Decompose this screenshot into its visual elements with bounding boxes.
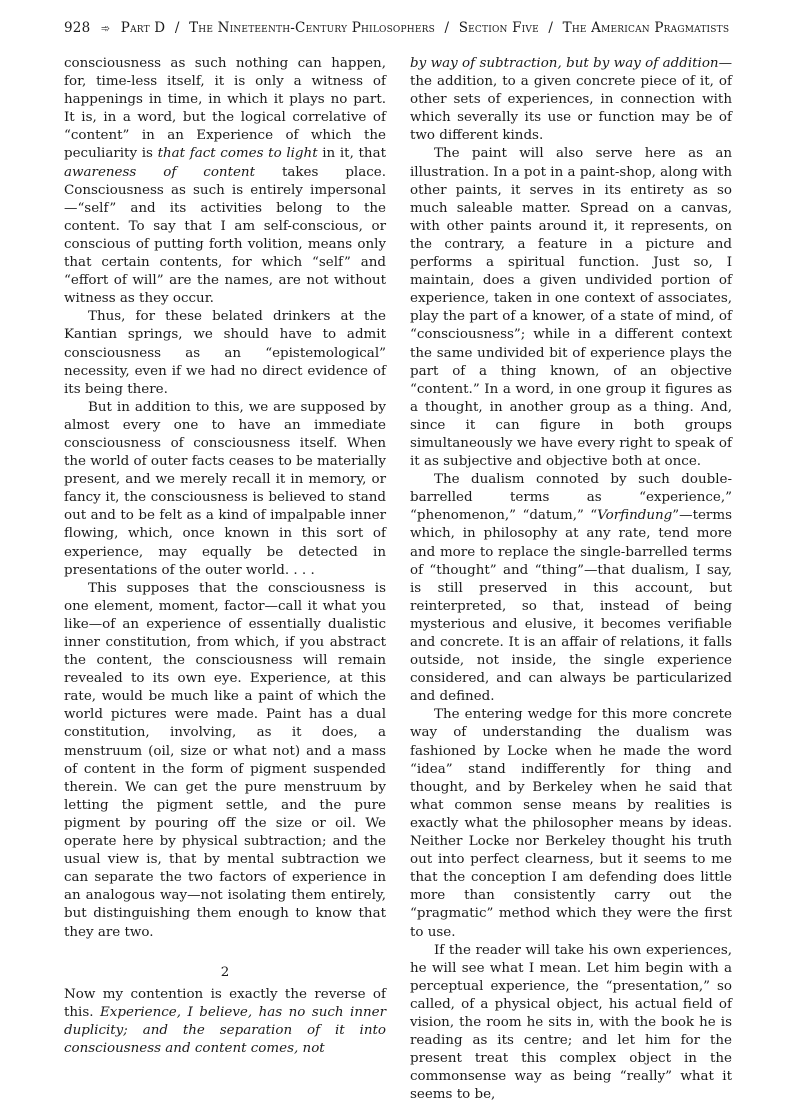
header-section: Section Five [458,20,539,36]
emphasis-text: Experience, I believe, has no such inner duplicity; and the separation of it into consciousness and content comes, not [64,1004,386,1056]
arrow-icon: ➾ [100,22,111,35]
paragraph-text: takes place. Consciousness as such is entirely impersonal—“self” and its activities belong to the content. To say that I am self-conscious, or conscious of putting forth volition, means only that certain contents, for which “self” and “effort of will” are the names, are not without witness as they occur. [64,164,386,307]
paragraph-text: in it, that [317,146,386,162]
emphasis-text: awareness of content [64,164,255,180]
paragraph [64,986,386,1058]
left-column [64,55,386,1058]
paragraph [410,55,732,145]
header-separator: / [444,20,450,36]
paragraph: If the reader will take his own experiences, he will see what I mean. Let him begin with a perceptual experience, the “presentation,” so called, of a physical object, his actual field of vision, the room he sits in, with the book he is reading as its centre; and let him for the present treat this complex object in the commonsense way as being “really” what it seems to be, [410,942,732,1103]
paragraph-text: —the addition, to a given concrete piece of it, of other sets of experiences, in connection with which severally its use or function may be of two different kinds. [410,56,732,144]
right-column [410,55,732,1104]
page-number: 928 [64,20,91,36]
paragraph-text: ”—terms which, in philosophy at any rate, tend more and more to replace the single-barrelled terms of “thought” and “thing”—that dualism, I say, is still preserved in this account, but reinterpreted, so that, instead of being mysterious and elusive, it becomes verifiable and concrete. It is an affair of relations, it falls outside, not inside, the single experience considered, and can always be particularized and defined. [410,508,732,705]
paragraph: This supposes that the consciousness is one element, moment, factor—call it what you like—of an experience of essentially dualistic inner constitution, from which, if you abstract the content, the consciousness will remain revealed to its own eye. Experience, at this rate, would be much like a paint of which the world pictures were made. Paint has a dual constitution, involving, as it does, a menstruum (oil, size or what not) and a mass of content in the form of pigment suspended therein. We can get the pure menstruum by letting the pigment settle, and the pure pigment by pouring off the size or oil. We operate here by physical subtraction; and the usual view is, that by mental subtraction we can separate the two factors of experience in an analogous way—not isolating them entirely, but distinguishing them enough to know that they are two. [64,580,386,940]
emphasis-text: that fact comes to light [157,146,318,162]
emphasis-text: Vorfindung [597,508,673,524]
paragraph [410,471,732,706]
header-title: The Nineteenth-Century Philosophers [189,20,435,36]
paragraph-text: The dualism connoted by such double-barrelled terms as “experience,” “phenomenon,” “datum,” “ [410,472,732,524]
running-header [64,20,744,40]
header-subtitle: The American Pragmatists [562,20,730,36]
header-part: Part D [120,20,166,36]
paragraph: Thus, for these belated drinkers at the Kantian springs, we should have to admit consciousness as an “epistemological” necessity, even if we had no direct evidence of its being there. [64,309,386,397]
paragraph: The paint will also serve here as an illustration. In a pot in a paint-shop, along with other paints, it serves in its entirety as so much saleable matter. Spread on a canvas, with other paints around it, it represents, on the contrary, a feature in a picture and performs a spiritual function. Just so, I maintain, does a given undivided portion of experience, taken in one context of associates, play the part of a knower, of a state of mind, of “consciousness”; while in a different context the same undivided bit of experience plays the part of a thing known, of an objective “content.” In a word, in one group it figures as a thought, in another group as a thing. And, since it can figure in both groups simultaneously we have every right to speak of it as subjective and objective both at once. [410,146,732,470]
section-number: 2 [220,964,230,980]
paragraph-text: Now my contention is exactly the reverse of this. [64,986,386,1020]
paragraph: The entering wedge for this more concrete way of understanding the dualism was fashioned by Locke when he made the word “idea” stand indifferently for thing and thought, and by Berkeley when he said that what common sense means by realities is exactly what the philosopher means by ideas. Neither Locke nor Berkeley thought his truth out into perfect clearness, but it seems to me that the conception I am defending does little more than consistently carry out the “pragmatic” method which they were the first to use. [410,707,732,940]
paragraph-text: consciousness as such nothing can happen, for, time-less itself, it is only a witness of happenings in time, in which it plays no part. It is, in a word, but the logical correlative of “content” in an Experience of which the peculiarity is [64,56,386,162]
paragraph: But in addition to this, we are supposed by almost every one to have an immediate consciousness of consciousness itself. When the world of outer facts ceases to be materially present, and we merely recall it in memory, or fancy it, the consciousness is believed to stand out and to be felt as a kind of impalpable inner flowing, which, once known in this sort of experience, may equally be detected in presentations of the outer world. . . . [64,399,386,578]
emphasis-text: by way of subtraction, but by way of addition [410,56,719,71]
header-separator: / [548,20,554,36]
header-separator: / [174,20,180,36]
paragraph [64,55,386,308]
